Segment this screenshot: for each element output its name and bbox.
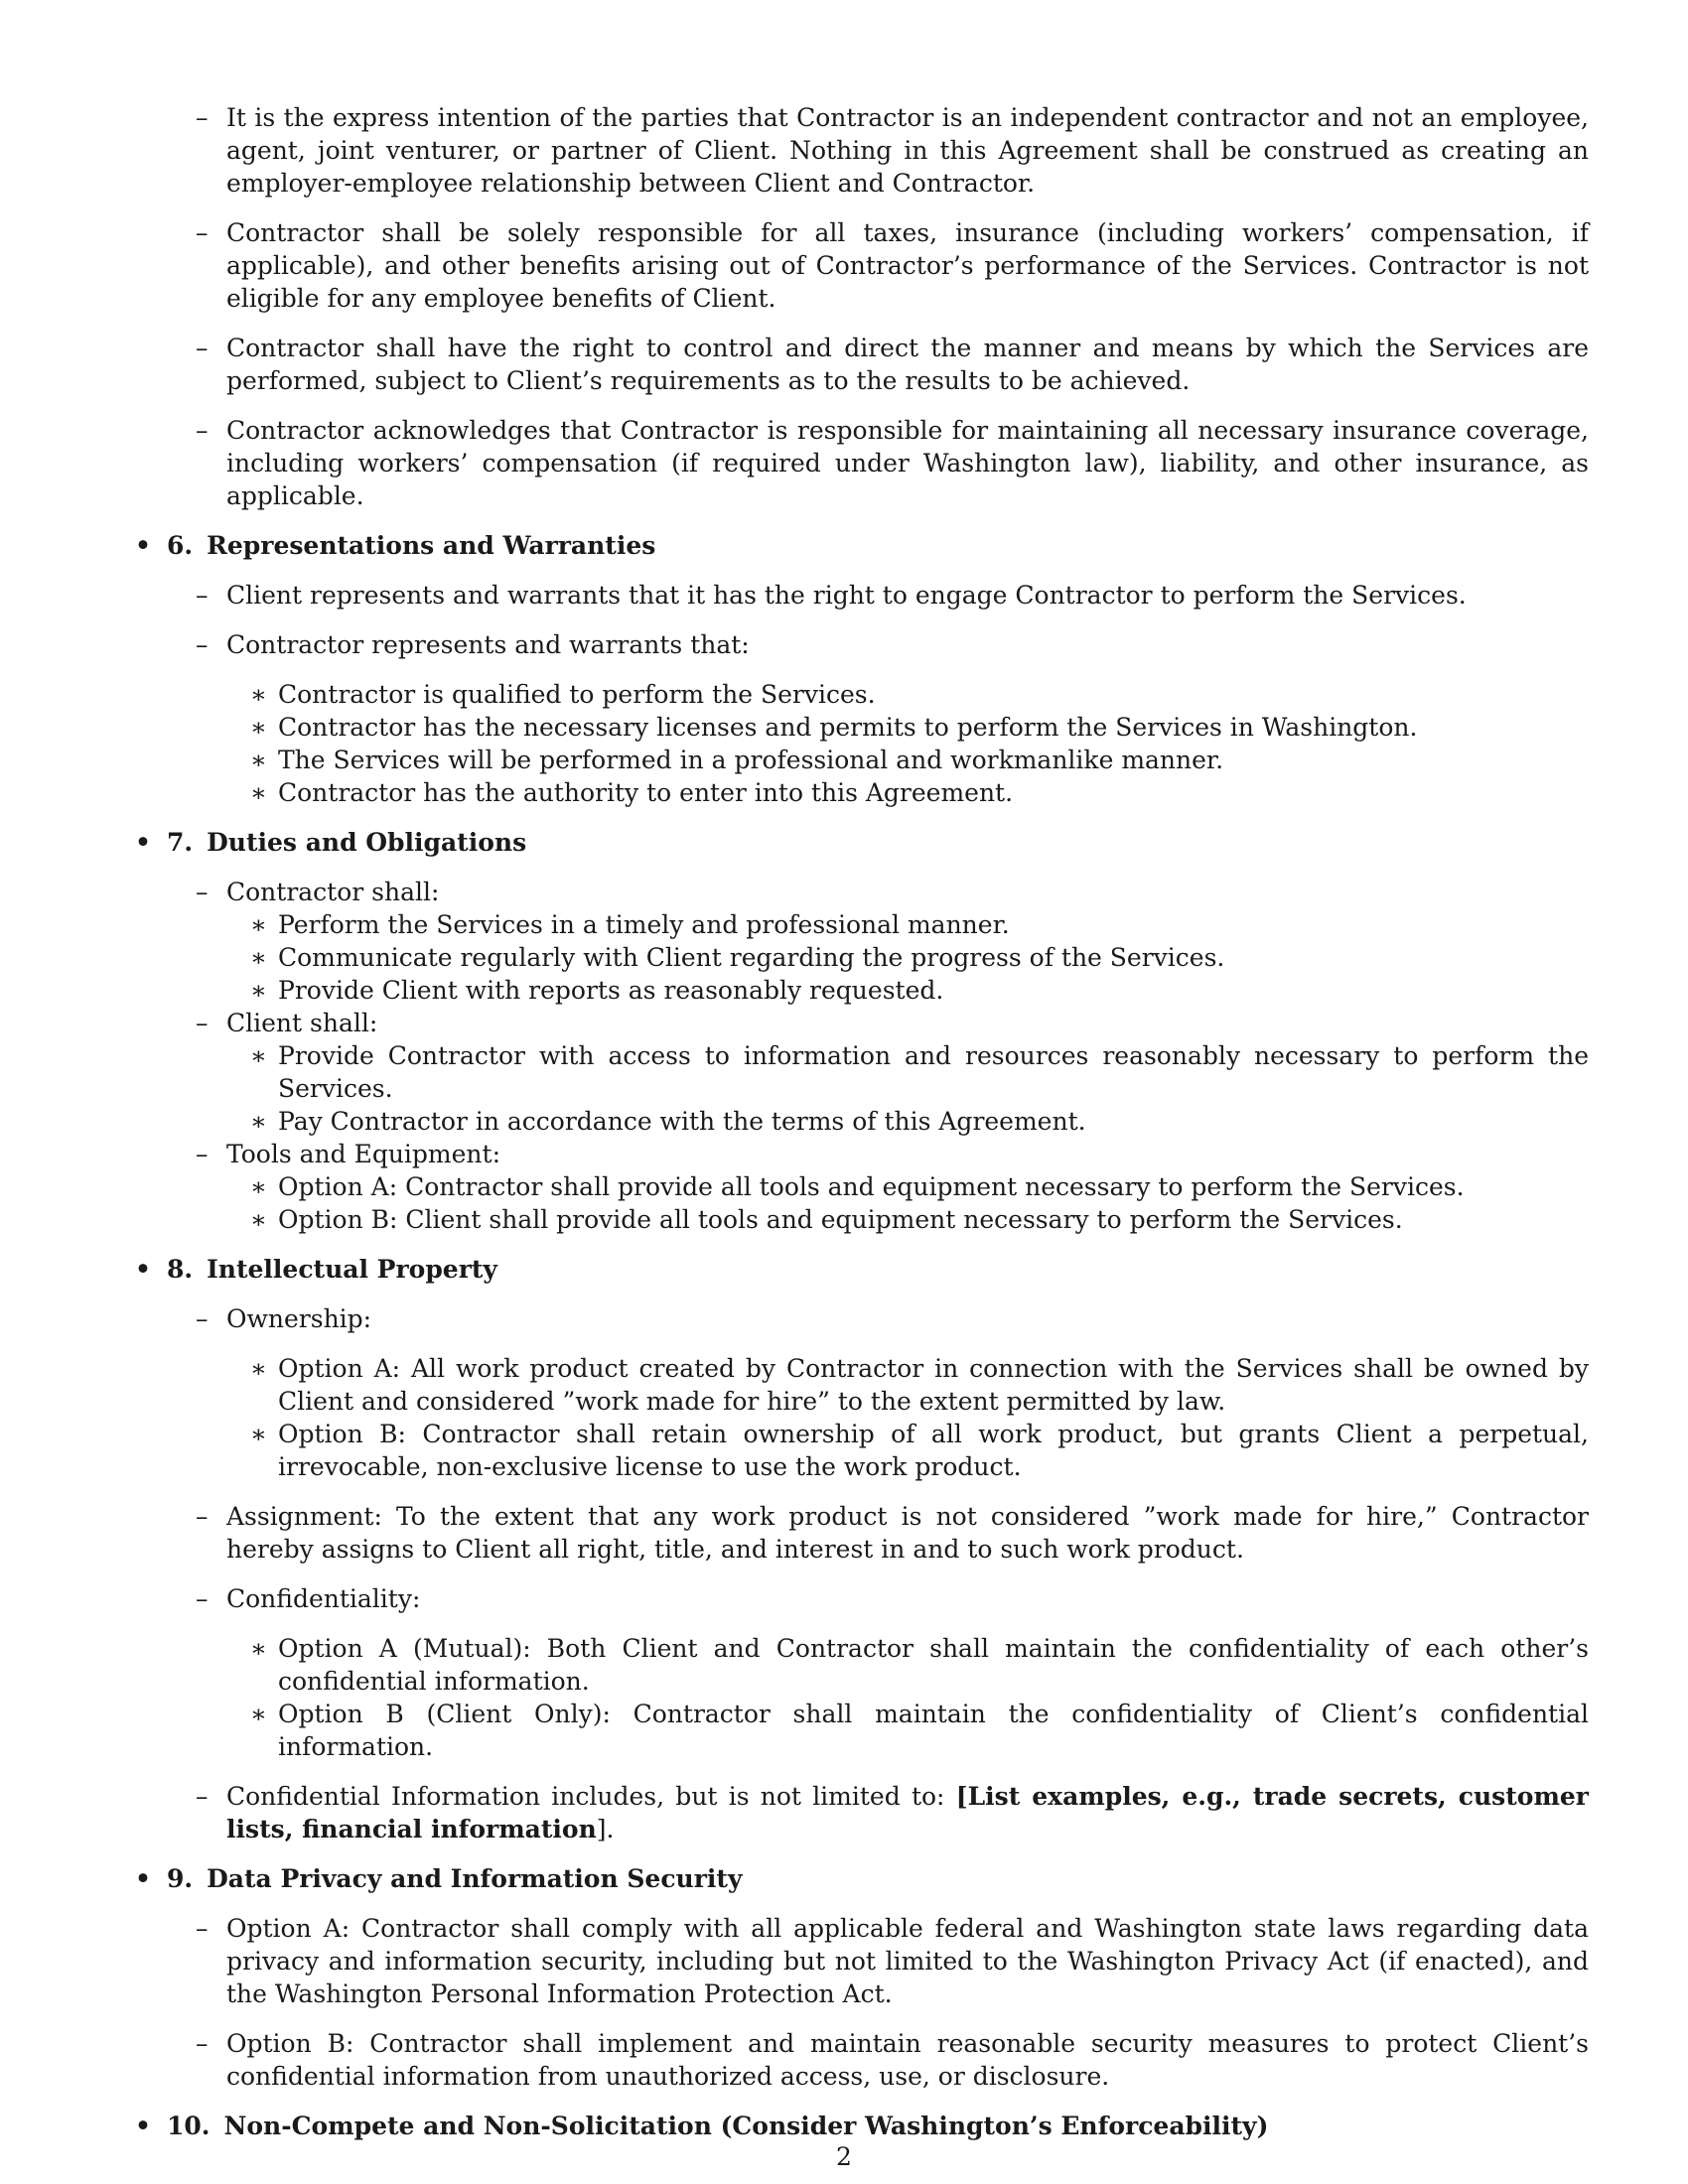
sub-item-text: Perform the Services in a timely and professional manner.	[278, 910, 1010, 939]
dash-marker: –	[196, 218, 209, 247]
bullet-marker: •	[135, 1255, 151, 1284]
list-item	[135, 1912, 1589, 2010]
dash-marker: –	[196, 1009, 209, 1037]
sub-item-text: Option B: Client shall provide all tools and equipment necessary to perform the Services.	[278, 1205, 1403, 1234]
list-item	[135, 1007, 1589, 1138]
paragraph-text: Confidential Information includes, but is not limited to:	[226, 1782, 956, 1811]
section-number: 6.	[167, 531, 194, 560]
section-title: Intellectual Property	[207, 1255, 497, 1284]
bullet-marker: •	[135, 1864, 151, 1893]
placeholder-bracket: ].	[596, 1815, 615, 1843]
section-title: Data Privacy and Information Security	[207, 1864, 743, 1893]
list-item	[135, 579, 1589, 612]
star-marker: ∗	[250, 1041, 267, 1070]
dash-marker: –	[196, 2029, 209, 2058]
list-item	[135, 332, 1589, 397]
paragraph-text: Tools and Equipment:	[226, 1140, 500, 1168]
sub-item-text: Option A (Mutual): Both Client and Contractor shall maintain the confidentiality of each other’s confidential information.	[278, 1634, 1589, 1696]
section-7-list	[135, 876, 1589, 1236]
sub-list	[135, 678, 1589, 809]
sub-item-text: Provide Contractor with access to information and resources reasonably necessary to perform the Services.	[278, 1041, 1589, 1103]
placeholder-text: List examples, e.g., trade secrets, customer lists, financial information	[226, 1782, 1589, 1843]
sub-item-text: Option A: All work product created by Contractor in connection with the Services shall be owned by Client and considered ”work made for hire” to the extent permitted by law.	[278, 1354, 1589, 1416]
dash-marker: –	[196, 416, 209, 445]
dash-marker: –	[196, 1782, 209, 1811]
document-body	[135, 101, 1589, 2159]
section-number: 10.	[167, 2112, 211, 2140]
star-marker: ∗	[250, 1700, 267, 1728]
list-item	[135, 1780, 1589, 1845]
sub-list-item	[135, 776, 1589, 809]
paragraph-text: Contractor shall have the right to control and direct the manner and means by which the Services are performed, subject to Client’s requirements as to the results to be achieved.	[226, 334, 1589, 395]
sub-item-text: Communicate regularly with Client regarding the progress of the Services.	[278, 943, 1225, 972]
dash-marker: –	[196, 1502, 209, 1531]
section-title: Non-Compete and Non-Solicitation (Consider Washington’s Enforceability)	[223, 2112, 1269, 2140]
sub-item-text: Option A: Contractor shall provide all tools and equipment necessary to perform the Services.	[278, 1172, 1465, 1201]
star-marker: ∗	[250, 1354, 267, 1383]
paragraph-text: Client represents and warrants that it has the right to engage Contractor to perform the Services.	[226, 581, 1467, 610]
section-number: 9.	[167, 1864, 194, 1893]
section-5-continued	[135, 101, 1589, 512]
paragraph-text: Client shall:	[226, 1009, 378, 1037]
sub-item-text: Option B: Contractor shall retain ownership of all work product, but grants Client a perpetual, irrevocable, non-exclusive license to use the work product.	[278, 1420, 1589, 1481]
placeholder-bracket: [	[955, 1782, 968, 1811]
dash-marker: –	[196, 103, 209, 132]
page-number: 2	[836, 2142, 852, 2171]
sub-list	[135, 908, 1589, 1007]
section-8-list	[135, 1302, 1589, 1845]
bullet-marker: •	[135, 828, 151, 857]
star-marker: ∗	[250, 1172, 267, 1201]
dash-marker: –	[196, 334, 209, 362]
sub-list-item	[135, 711, 1589, 744]
star-marker: ∗	[250, 1420, 267, 1448]
star-marker: ∗	[250, 1107, 267, 1136]
list-item	[135, 1582, 1589, 1763]
star-marker: ∗	[250, 713, 267, 742]
section-8-heading	[135, 1253, 1589, 1286]
paragraph-text: Confidentiality:	[226, 1584, 421, 1613]
sub-list-item	[135, 744, 1589, 776]
sub-item-text: The Services will be performed in a professional and workmanlike manner.	[278, 746, 1224, 774]
dash-marker: –	[196, 1304, 209, 1333]
sub-list-item	[135, 1170, 1589, 1203]
paragraph-text: Assignment: To the extent that any work product is not considered ”work made for hire,” Contractor hereby assigns to Client all right, title, and interest in and to such work product.	[226, 1502, 1589, 1564]
bullet-marker: •	[135, 2112, 151, 2140]
section-9-list	[135, 1912, 1589, 2093]
list-item	[135, 2027, 1589, 2093]
section-6-list	[135, 579, 1589, 809]
section-6-heading	[135, 529, 1589, 562]
dash-marker: –	[196, 878, 209, 906]
sub-item-text: Provide Client with reports as reasonably requested.	[278, 976, 944, 1005]
section-9-heading	[135, 1862, 1589, 1895]
star-marker: ∗	[250, 976, 267, 1005]
paragraph-text: Ownership:	[226, 1304, 372, 1333]
sub-item-text: Option B (Client Only): Contractor shall maintain the confidentiality of Client’s confidential information.	[278, 1700, 1589, 1761]
sub-list	[135, 1039, 1589, 1138]
sub-list-item	[135, 1698, 1589, 1763]
paragraph-text: Option B: Contractor shall implement and maintain reasonable security measures to protect Client’s confidential information from unauthorized access, use, or disclosure.	[226, 2029, 1589, 2091]
sub-list-item	[135, 1203, 1589, 1236]
star-marker: ∗	[250, 910, 267, 939]
dash-marker: –	[196, 1914, 209, 1943]
sub-item-text: Contractor has the necessary licenses and permits to perform the Services in Washington.	[278, 713, 1418, 742]
dash-marker: –	[196, 1140, 209, 1168]
star-marker: ∗	[250, 778, 267, 807]
paragraph-text: It is the express intention of the parties that Contractor is an independent contractor and not an employee, agent, joint venturer, or partner of Client. Nothing in this Agreement shall be construed as creating an employer-employee relationship between Client and Contractor.	[226, 103, 1589, 198]
paragraph-text: Contractor represents and warrants that:	[226, 630, 750, 659]
sub-list-item	[135, 1418, 1589, 1483]
sub-item-text: Pay Contractor in accordance with the terms of this Agreement.	[278, 1107, 1086, 1136]
sub-list	[135, 1170, 1589, 1236]
paragraph-text: Contractor shall be solely responsible for all taxes, insurance (including workers’ compensation, if applicable), and other benefits arising out of Contractor’s performance of the Services. Contractor is not eligible for any employee benefits of Client.	[226, 218, 1589, 313]
sub-list-item	[135, 1352, 1589, 1418]
section-title: Duties and Obligations	[207, 828, 527, 857]
section-number: 7.	[167, 828, 194, 857]
list-item	[135, 1500, 1589, 1566]
list-item	[135, 216, 1589, 315]
sub-item-text: Contractor has the authority to enter into this Agreement.	[278, 778, 1014, 807]
sub-item-text: Contractor is qualified to perform the Services.	[278, 680, 876, 709]
paragraph-text: Option A: Contractor shall comply with all applicable federal and Washington state laws regarding data privacy and information security, including but not limited to the Washington Privacy Act (if enacted), and the Washington Personal Information Protection Act.	[226, 1914, 1589, 2008]
list-item	[135, 101, 1589, 200]
sub-list	[135, 1352, 1589, 1483]
star-marker: ∗	[250, 1634, 267, 1663]
sub-list-item	[135, 908, 1589, 941]
sub-list-item	[135, 1039, 1589, 1105]
list-item	[135, 1138, 1589, 1236]
dash-marker: –	[196, 630, 209, 659]
list-item	[135, 628, 1589, 809]
sub-list-item	[135, 974, 1589, 1007]
section-number: 8.	[167, 1255, 194, 1284]
sub-list-item	[135, 1632, 1589, 1698]
list-item	[135, 414, 1589, 512]
list-item	[135, 876, 1589, 1007]
star-marker: ∗	[250, 680, 267, 709]
list-item	[135, 1302, 1589, 1483]
star-marker: ∗	[250, 943, 267, 972]
paragraph-text: Contractor shall:	[226, 878, 440, 906]
sub-list-item	[135, 678, 1589, 711]
bullet-marker: •	[135, 531, 151, 560]
section-title: Representations and Warranties	[207, 531, 656, 560]
sub-list-item	[135, 941, 1589, 974]
section-10-heading	[135, 2110, 1589, 2142]
star-marker: ∗	[250, 746, 267, 774]
section-7-heading	[135, 826, 1589, 859]
sub-list-item	[135, 1105, 1589, 1138]
paragraph-text: Contractor acknowledges that Contractor is responsible for maintaining all necessary insurance coverage, including workers’ compensation (if required under Washington law), liability, and other insurance, as applicable.	[226, 416, 1589, 510]
dash-marker: –	[196, 1584, 209, 1613]
dash-marker: –	[196, 581, 209, 610]
star-marker: ∗	[250, 1205, 267, 1234]
sub-list	[135, 1632, 1589, 1763]
